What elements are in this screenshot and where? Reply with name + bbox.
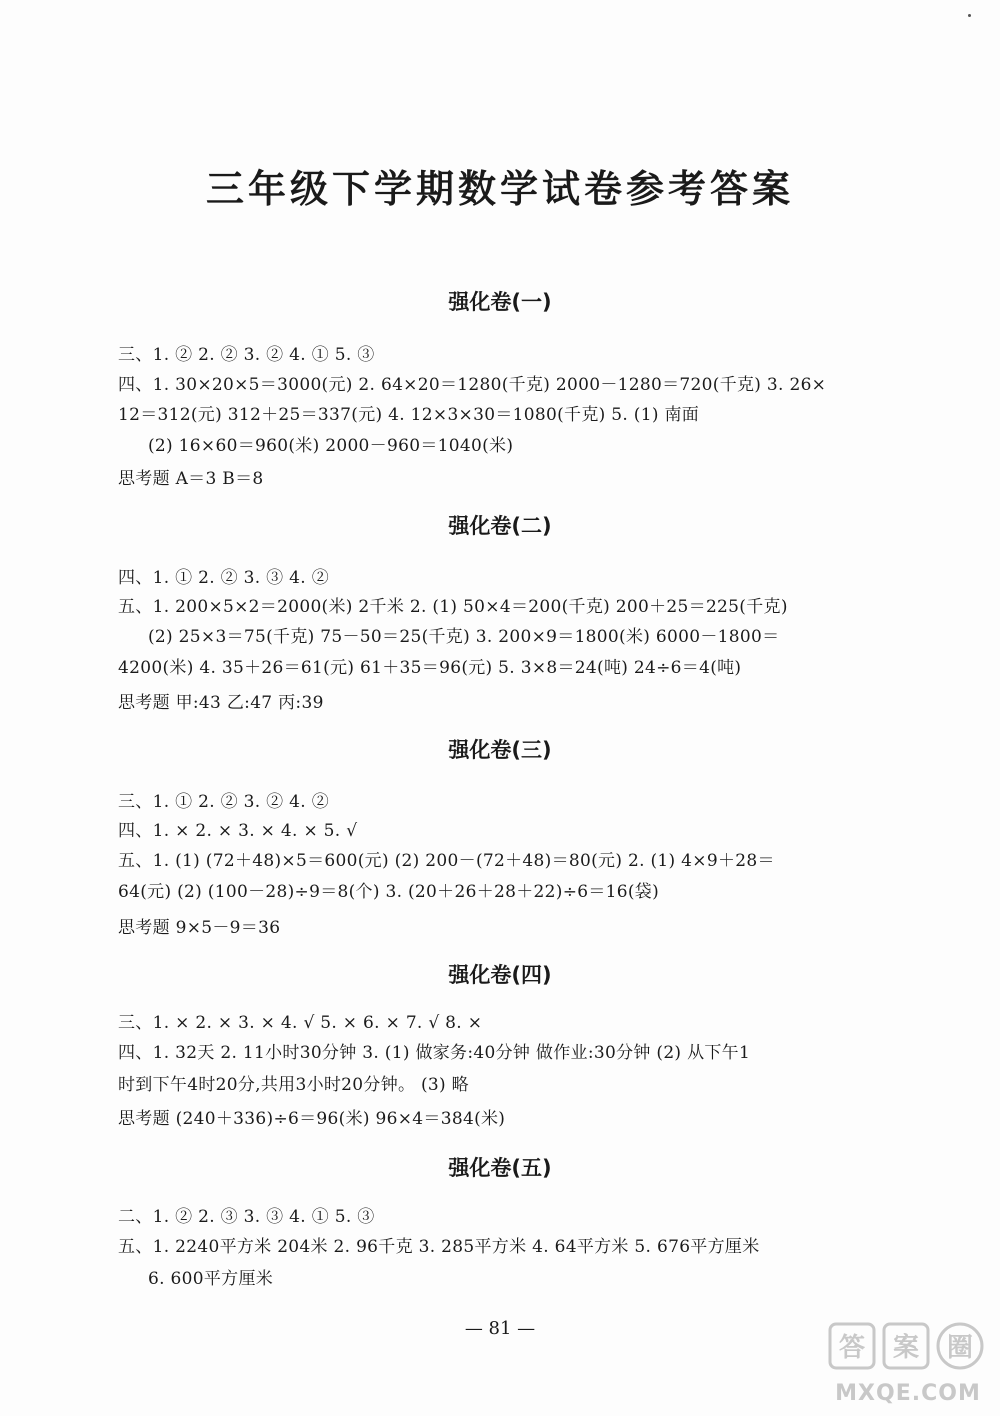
section-heading-5: 强化卷(五) <box>448 1156 552 1180</box>
thinking-question-answer: 思考题 甲:43 乙:47 丙:39 <box>118 693 324 713</box>
answer-line: 四、1. × 2. × 3. × 4. × 5. √ <box>118 821 358 841</box>
thinking-question-answer: 思考题 (240＋336)÷6＝96(米) 96×4＝384(米) <box>118 1109 506 1129</box>
thinking-question-answer: 思考题 A＝3 B＝8 <box>118 469 264 489</box>
svg-text:圈: 圈 <box>946 1333 974 1363</box>
watermark-logo <box>822 1318 994 1408</box>
answer-line: 四、1. 32天 2. 11小时30分钟 3. (1) 做家务:40分钟 做作业:30分钟 (2) 从下午1 <box>118 1043 751 1063</box>
answer-line: 6. 600平方厘米 <box>148 1269 274 1289</box>
section-heading-4: 强化卷(四) <box>448 963 552 987</box>
section-heading-1: 强化卷(一) <box>448 290 552 314</box>
answer-line: 四、1. 30×20×5＝3000(元) 2. 64×20＝1280(千克) 2000－1280＝720(千克) 3. 26× <box>118 375 827 395</box>
svg-text:MXQE.COM: MXQE.COM <box>835 1381 981 1406</box>
section-heading-2: 强化卷(二) <box>448 514 552 538</box>
answer-line: 五、1. 200×5×2＝2000(米) 2千米 2. (1) 50×4＝200(千克) 200＋25＝225(千克) <box>118 597 788 617</box>
answer-line: 64(元) (2) (100－28)÷9＝8(个) 3. (20＋26＋28＋22)÷6＝16(袋) <box>118 882 660 902</box>
answer-line: 五、1. (1) (72＋48)×5＝600(元) (2) 200－(72＋48)＝80(元) 2. (1) 4×9＋28＝ <box>118 851 775 871</box>
page-number: — 81 — <box>464 1318 536 1339</box>
answer-line: 三、1. × 2. × 3. × 4. √ 5. × 6. × 7. √ 8. × <box>118 1013 483 1033</box>
answer-line: 四、1. ① 2. ② 3. ③ 4. ② <box>118 568 330 588</box>
answer-line: (2) 25×3＝75(千克) 75－50＝25(千克) 3. 200×9＝1800(米) 6000－1800＝ <box>148 627 780 647</box>
scan-dot <box>968 14 971 17</box>
svg-text:答: 答 <box>838 1333 866 1363</box>
answer-line: 三、1. ① 2. ② 3. ② 4. ② <box>118 792 330 812</box>
section-heading-3: 强化卷(三) <box>448 738 552 762</box>
answer-line: 时到下午4时20分,共用3小时20分钟。 (3) 略 <box>118 1075 469 1095</box>
svg-text:案: 案 <box>892 1333 920 1363</box>
answer-line: (2) 16×60＝960(米) 2000－960＝1040(米) <box>148 436 514 456</box>
thinking-question-answer: 思考题 9×5－9＝36 <box>118 918 281 938</box>
answer-line: 五、1. 2240平方米 204米 2. 96千克 3. 285平方米 4. 64平方米 5. 676平方厘米 <box>118 1237 760 1257</box>
answer-line: 4200(米) 4. 35＋26＝61(元) 61＋35＝96(元) 5. 3×8＝24(吨) 24÷6＝4(吨) <box>118 658 742 678</box>
page-title: 三年级下学期数学试卷参考答案 <box>205 166 794 211</box>
answer-line: 二、1. ② 2. ③ 3. ③ 4. ① 5. ③ <box>118 1207 375 1227</box>
answer-line: 三、1. ② 2. ② 3. ② 4. ① 5. ③ <box>118 345 375 365</box>
answer-line: 12＝312(元) 312＋25＝337(元) 4. 12×3×30＝1080(千克) 5. (1) 南面 <box>118 405 700 425</box>
